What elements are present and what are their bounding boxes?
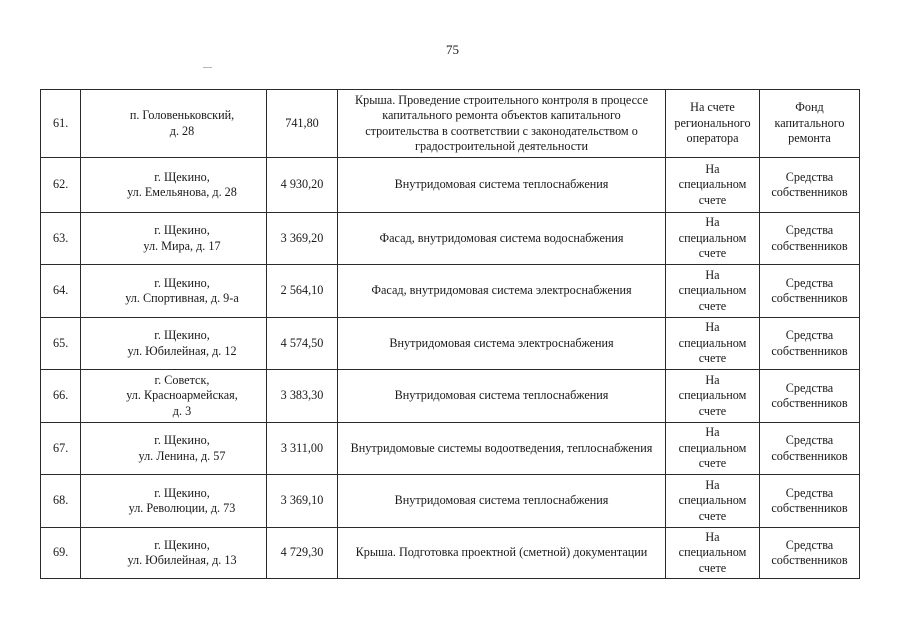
work-description-line: Фасад, внутридомовая система водоснабжения (379, 230, 624, 245)
address-line: ул. Юбилейная, д. 13 (127, 553, 237, 567)
work-description-line: градостроительной деятельности (414, 139, 589, 153)
funding-source-cell (760, 528, 860, 579)
area-cell: 3 311,00 (267, 423, 338, 475)
funding-source-cell (760, 423, 860, 475)
address-cell (81, 213, 267, 265)
funding-source-cell (760, 90, 860, 158)
funding-source-line: собственников (771, 396, 848, 410)
account-line: специальном (678, 388, 747, 403)
work-description-line: строительства в соответствии с законодательством о (365, 123, 638, 138)
work-description-cell (338, 528, 666, 579)
address-line: ул. Революции, д. 73 (128, 501, 236, 515)
address-line: ул. Спортивная, д. 9-а (125, 291, 239, 305)
work-description-line: Фасад, внутридомовая система электроснабжения (371, 283, 632, 298)
funding-source-line: Фонд (795, 100, 824, 115)
area-cell: 2 564,10 (267, 265, 338, 318)
work-description-line: Крыша. Проведение строительного контроля в процессе (354, 92, 649, 107)
row-number-cell: 61. (41, 90, 81, 158)
work-description-cell (338, 213, 666, 265)
address-line: ул. Емельянова, д. 28 (127, 185, 237, 199)
funding-source-line: ремонта (788, 131, 831, 146)
work-description-line: Внутридомовая система электроснабжения (389, 335, 614, 350)
table-row (41, 90, 860, 158)
funding-source-line: собственников (771, 501, 848, 515)
row-number-cell: 64. (41, 265, 81, 318)
account-line: На (705, 161, 720, 176)
work-description-cell (338, 90, 666, 158)
account-cell (666, 158, 760, 213)
row-number-cell: 63. (41, 213, 81, 265)
account-line: регионального (674, 115, 751, 130)
address-line: г. Щекино, (154, 275, 210, 290)
address-line: г. Советск, (154, 372, 210, 387)
account-line: На (705, 267, 720, 282)
funding-source-line: собственников (771, 343, 848, 358)
work-description-line: Крыша. Подготовка проектной (сметной) документации (355, 545, 648, 560)
account-line: оператора (686, 131, 739, 146)
funding-source-line: Средства (785, 485, 834, 500)
address-line: г. Щекино, (154, 537, 210, 552)
row-number-cell: 66. (41, 370, 81, 423)
table-row (41, 528, 860, 579)
area-cell: 4 729,30 (267, 528, 338, 579)
table-row (41, 318, 860, 370)
account-line: специальном (678, 335, 747, 350)
address-cell (81, 528, 267, 579)
address-line: г. Щекино, (154, 223, 210, 237)
work-description-line: Внутридомовая система теплоснабжения (394, 388, 609, 403)
account-cell (666, 528, 760, 579)
funding-source-line: капитального (774, 115, 845, 130)
account-cell (666, 213, 760, 265)
account-line: специальном (678, 545, 747, 560)
registry-body (41, 90, 860, 579)
funding-source-line: собственников (771, 291, 848, 305)
address-line: г. Щекино, (154, 485, 210, 500)
funding-source-cell (760, 370, 860, 423)
row-number-cell: 69. (41, 528, 81, 579)
row-number-cell: 62. (41, 158, 81, 213)
account-cell (666, 423, 760, 475)
table-row (41, 213, 860, 265)
area-cell: 3 383,30 (267, 370, 338, 423)
funding-source-line: собственников (771, 553, 848, 567)
work-description-line: капитального ремонта объектов капитального (382, 108, 621, 122)
account-line: На (705, 425, 720, 440)
funding-source-cell (760, 318, 860, 370)
stray-mark (203, 67, 212, 68)
address-cell (81, 475, 267, 528)
account-line: счете (698, 560, 727, 575)
address-line: д. 3 (172, 403, 192, 418)
account-line: счете (698, 298, 727, 313)
account-line: специальном (678, 177, 747, 192)
funding-source-cell (760, 265, 860, 318)
funding-source-line: Средства (785, 328, 834, 342)
account-line: счете (698, 508, 727, 523)
funding-source-line: Средства (785, 169, 834, 184)
account-line: счете (698, 192, 727, 207)
row-number-cell: 65. (41, 318, 81, 370)
table-row (41, 370, 860, 423)
address-cell (81, 265, 267, 318)
funding-source-cell (760, 475, 860, 528)
account-line: На (705, 529, 720, 544)
account-cell (666, 475, 760, 528)
work-description-cell (338, 475, 666, 528)
table-row (41, 475, 860, 528)
work-description-cell (338, 158, 666, 213)
address-line: ул. Мира, д. 17 (143, 238, 221, 253)
funding-source-line: Средства (785, 537, 834, 552)
area-cell: 4 930,20 (267, 158, 338, 213)
account-line: специальном (678, 440, 747, 455)
address-cell (81, 90, 267, 158)
funding-source-line: собственников (771, 448, 848, 463)
page-number: 75 (446, 42, 459, 57)
account-line: На (705, 477, 720, 492)
address-line: ул. Юбилейная, д. 12 (127, 343, 237, 358)
account-line: счете (698, 351, 727, 366)
account-line: счете (698, 456, 727, 471)
account-line: специальном (678, 230, 747, 245)
account-line: специальном (678, 493, 747, 508)
address-cell (81, 423, 267, 475)
account-cell (666, 318, 760, 370)
work-description-cell (338, 370, 666, 423)
address-line: ул. Красноармейская, (126, 388, 238, 403)
work-description-cell (338, 265, 666, 318)
account-line: счете (698, 403, 727, 418)
repair-registry-table (40, 89, 860, 579)
address-cell (81, 318, 267, 370)
address-line: д. 28 (169, 123, 195, 138)
address-line: г. Щекино, (154, 169, 210, 184)
funding-source-line: Средства (785, 275, 834, 290)
work-description-cell (338, 423, 666, 475)
account-line: На счете (690, 100, 735, 115)
account-line: На (705, 372, 720, 387)
account-line: На (705, 215, 720, 230)
area-cell: 741,80 (267, 90, 338, 158)
funding-source-line: Средства (785, 380, 834, 395)
account-cell (666, 370, 760, 423)
area-cell: 3 369,20 (267, 213, 338, 265)
funding-source-cell (760, 158, 860, 213)
account-line: счете (698, 246, 727, 261)
funding-source-cell (760, 213, 860, 265)
work-description-cell (338, 318, 666, 370)
account-cell (666, 265, 760, 318)
address-line: г. Щекино, (154, 433, 210, 447)
account-cell (666, 90, 760, 158)
area-cell: 4 574,50 (267, 318, 338, 370)
table-row (41, 423, 860, 475)
address-line: п. Головеньковский, (129, 108, 235, 122)
account-line: специальном (678, 283, 747, 298)
address-cell (81, 370, 267, 423)
row-number-cell: 68. (41, 475, 81, 528)
area-cell: 3 369,10 (267, 475, 338, 528)
address-line: г. Щекино, (154, 328, 210, 342)
table-row (41, 158, 860, 213)
address-cell (81, 158, 267, 213)
funding-source-line: Средства (785, 223, 834, 237)
funding-source-line: собственников (771, 185, 848, 199)
work-description-line: Внутридомовая система теплоснабжения (394, 177, 609, 192)
work-description-line: Внутридомовые системы водоотведения, теплоснабжения (350, 440, 653, 455)
funding-source-line: Средства (785, 433, 834, 447)
work-description-line: Внутридомовая система теплоснабжения (394, 493, 609, 508)
row-number-cell: 67. (41, 423, 81, 475)
funding-source-line: собственников (771, 238, 848, 253)
address-line: ул. Ленина, д. 57 (138, 448, 226, 463)
account-line: На (705, 320, 720, 335)
table-row (41, 265, 860, 318)
